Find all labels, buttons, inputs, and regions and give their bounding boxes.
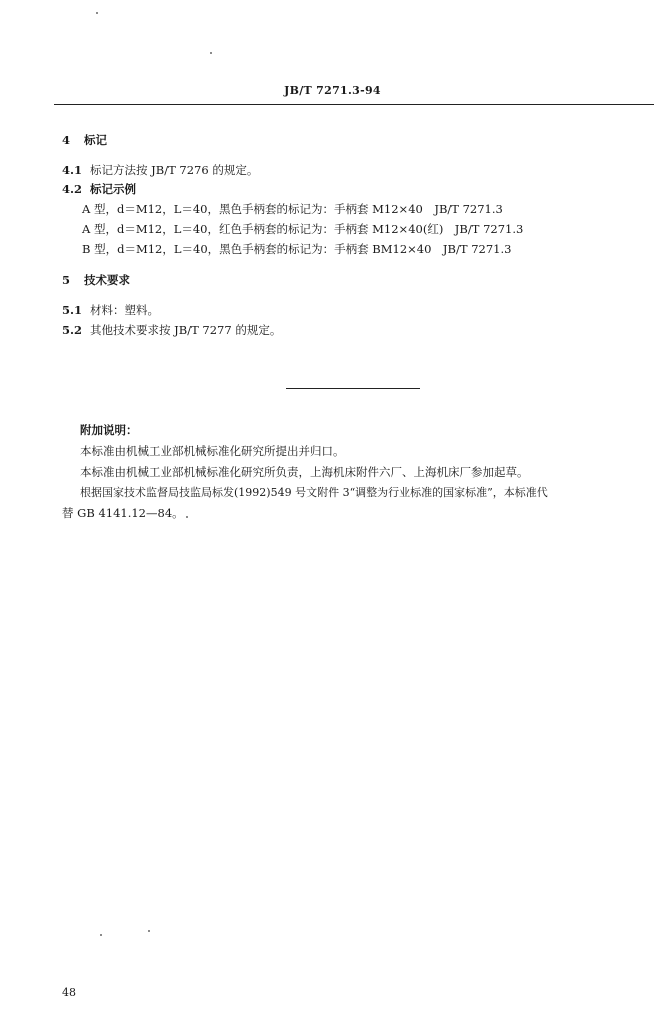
appendix-title: 附加说明： xyxy=(80,423,138,437)
section-title: 技术要求 xyxy=(84,273,130,287)
marking-example-2: A 型，d＝M12，L＝40，红色手柄套的标记为：手柄套 M12×40(红) JB/T 7271.3 xyxy=(82,222,524,236)
scan-speck xyxy=(186,516,188,518)
appendix-line-2: 本标准由机械工业部机械标准化研究所负责，上海机床附件六厂、上海机床厂参加起草。 xyxy=(80,465,529,479)
section-5-heading xyxy=(62,273,130,287)
scan-speck xyxy=(148,930,150,932)
clause-number: 4.2 xyxy=(62,182,83,196)
clause-number: 5.1 xyxy=(62,303,83,317)
clause-4-1 xyxy=(62,163,258,177)
end-of-text-rule xyxy=(286,388,420,389)
clause-text: 其他技术要求按 JB/T 7277 的规定。 xyxy=(90,323,282,337)
marking-example-3: B 型，d＝M12，L＝40，黑色手柄套的标记为：手柄套 BM12×40 JB/T 7271.3 xyxy=(82,242,512,256)
header-rule xyxy=(54,104,654,105)
appendix-line-4: 替 GB 4141.12—84。 xyxy=(62,506,184,520)
clause-text: 标记方法按 JB/T 7276 的规定。 xyxy=(90,163,259,177)
section-4-heading xyxy=(62,133,107,147)
standard-code-header: JB/T 7271.3-94 xyxy=(284,84,381,97)
appendix-line-1: 本标准由机械工业部机械标准化研究所提出并归口。 xyxy=(80,444,345,458)
section-number: 5 xyxy=(62,273,71,287)
marking-example-1: A 型，d＝M12，L＝40，黑色手柄套的标记为：手柄套 M12×40 JB/T 7271.3 xyxy=(82,202,503,216)
clause-number: 5.2 xyxy=(62,323,83,337)
clause-5-2 xyxy=(62,323,281,337)
clause-number: 4.1 xyxy=(62,163,83,177)
clause-title: 标记示例 xyxy=(90,182,136,196)
section-number: 4 xyxy=(62,133,71,147)
clause-text: 材料：塑料。 xyxy=(90,303,159,317)
scan-speck xyxy=(100,934,102,936)
appendix-line-3: 根据国家技术监督局技监局标发(1992)549 号文附件 3“调整为行业标准的国家标准”，本标准代 xyxy=(80,486,548,499)
scan-speck xyxy=(96,12,98,14)
page-number: 48 xyxy=(62,986,76,999)
section-title: 标记 xyxy=(84,133,107,147)
clause-4-2-heading xyxy=(62,182,136,196)
clause-5-1 xyxy=(62,303,159,317)
scan-speck xyxy=(210,52,212,54)
